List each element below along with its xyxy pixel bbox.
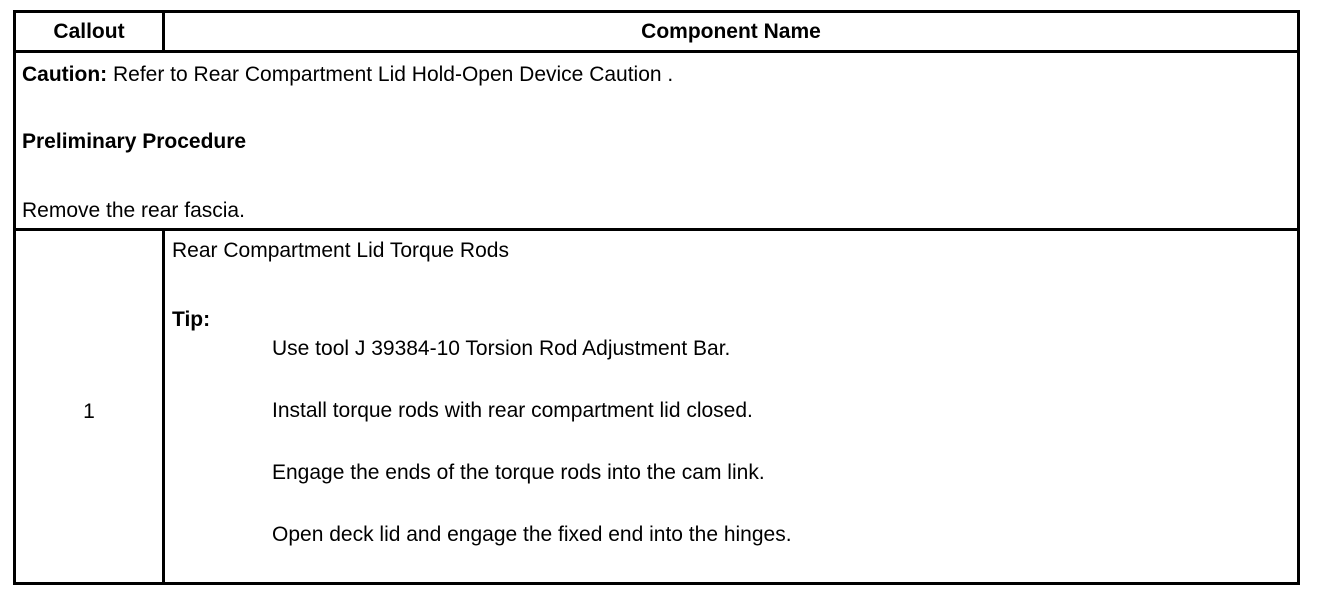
table-row bbox=[16, 231, 1297, 582]
callout-column-header: Callout bbox=[16, 13, 165, 50]
callout-number: 1 bbox=[83, 400, 95, 423]
caution-note bbox=[22, 63, 673, 87]
tip-item: Open deck lid and engage the fixed end into the hinges. bbox=[272, 523, 792, 546]
preliminary-section bbox=[16, 53, 1297, 231]
tip-item: Use tool J 39384-10 Torsion Rod Adjustment Bar. bbox=[272, 337, 731, 360]
component-cell bbox=[165, 231, 1297, 582]
caution-text: Refer to Rear Compartment Lid Hold-Open Device Caution . bbox=[107, 63, 674, 86]
procedure-table bbox=[13, 10, 1300, 585]
caution-label: Caution: bbox=[22, 63, 108, 86]
preliminary-procedure-step: Remove the rear fascia. bbox=[22, 199, 245, 222]
tip-item: Engage the ends of the torque rods into the cam link. bbox=[272, 461, 765, 484]
preliminary-procedure-title: Preliminary Procedure bbox=[22, 130, 247, 153]
tip-item: Install torque rods with rear compartment lid closed. bbox=[272, 399, 753, 422]
callout-cell bbox=[16, 231, 165, 582]
tip-label: Tip: bbox=[172, 308, 211, 331]
table-header-row bbox=[16, 13, 1297, 53]
component-name-column-header: Component Name bbox=[641, 19, 821, 43]
component-name: Rear Compartment Lid Torque Rods bbox=[172, 239, 509, 262]
